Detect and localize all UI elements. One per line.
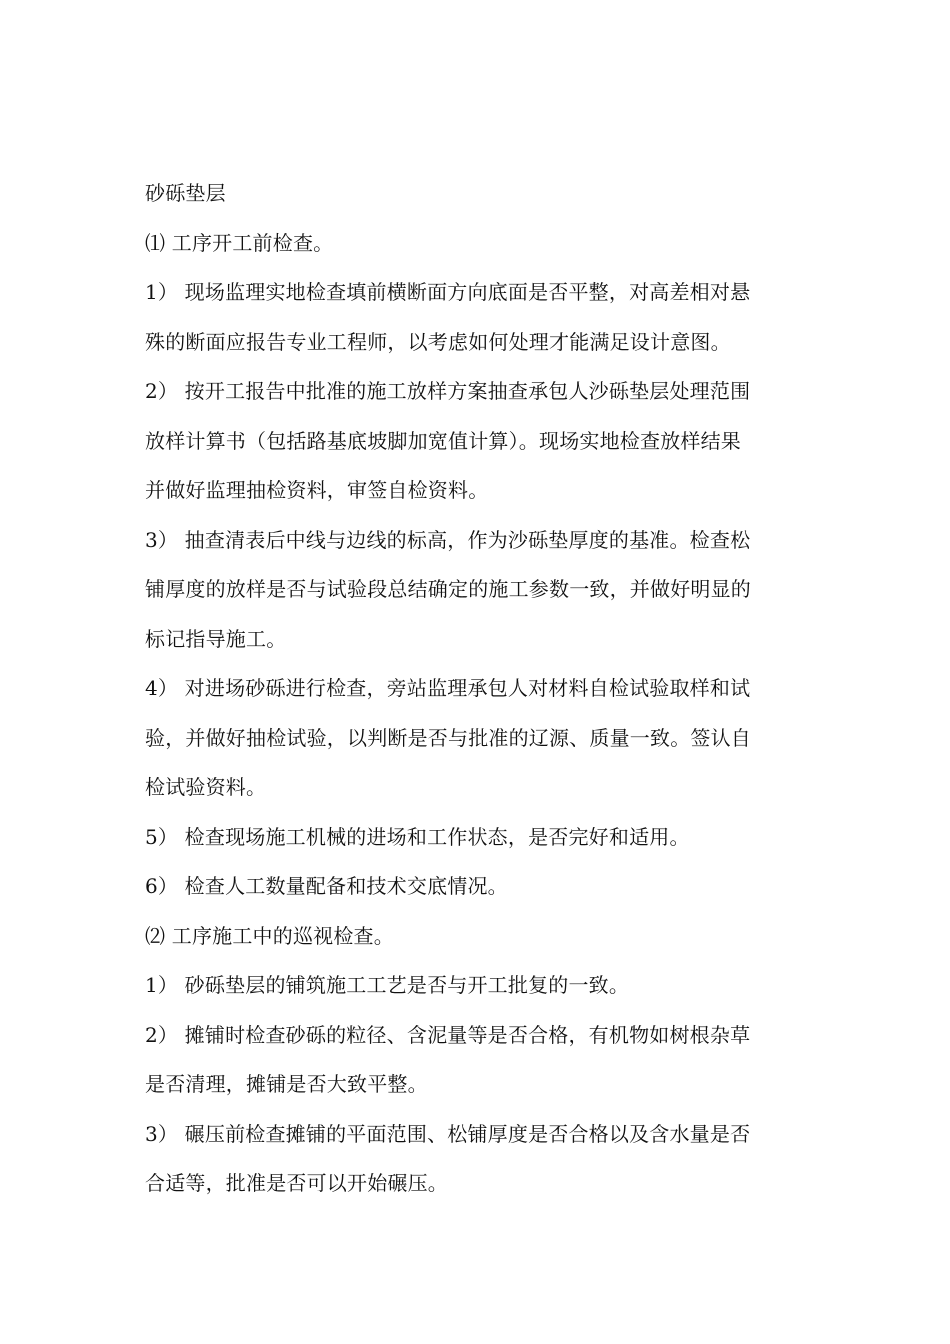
document-body xyxy=(145,169,807,1209)
section-title: 砂砾垫层 xyxy=(145,181,226,205)
paragraph-line: 殊的断面应报告专业工程师，以考虑如何处理才能满足设计意图。 xyxy=(145,329,731,354)
paragraph-line: 3） 抽查清表后中线与边线的标高，作为沙砾垫厚度的基准。检查松 xyxy=(145,527,751,552)
paragraph-line: 1） 砂砾垫层的铺筑施工工艺是否与开工批复的一致。 xyxy=(145,973,630,997)
paragraph-line: 6） 检查人工数量配备和技术交底情况。 xyxy=(145,874,508,898)
paragraph-line: 5） 检查现场施工机械的进场和工作状态，是否完好和适用。 xyxy=(145,824,690,849)
paragraph-line: 并做好监理抽检资料，审签自检资料。 xyxy=(145,478,489,502)
paragraph-line: 铺厚度的放样是否与试验段总结确定的施工参数一致，并做好明显的 xyxy=(145,577,751,601)
paragraph-line: 放样计算书（包括路基底坡脚加宽值计算）。现场实地检查放样结果 xyxy=(145,428,741,453)
subsection-heading-2: ⑵ 工序施工中的巡视检查。 xyxy=(145,923,394,948)
paragraph-line: 合适等，批准是否可以开始碾压。 xyxy=(145,1171,448,1195)
paragraph-line: 2） 按开工报告中批准的施工放样方案抽查承包人沙砾垫层处理范围 xyxy=(145,379,751,403)
paragraph-line: 标记指导施工。 xyxy=(145,626,287,651)
paragraph-line: 3） 碾压前检查摊铺的平面范围、松铺厚度是否合格以及含水量是否 xyxy=(145,1121,751,1146)
paragraph-line: 检试验资料。 xyxy=(145,775,267,799)
paragraph-line: 验，并做好抽检试验，以判断是否与批准的辽源、质量一致。签认自 xyxy=(145,725,751,750)
paragraph-line: 4） 对进场砂砾进行检查，旁站监理承包人对材料自检试验取样和试 xyxy=(145,676,751,700)
subsection-heading-1: ⑴ 工序开工前检查。 xyxy=(145,230,334,255)
paragraph-line: 是否清理，摊铺是否大致平整。 xyxy=(145,1072,428,1096)
paragraph-line: 2） 摊铺时检查砂砾的粒径、含泥量等是否合格，有机物如树根杂草 xyxy=(145,1022,751,1047)
paragraph-line: 1） 现场监理实地检查填前横断面方向底面是否平整，对高差相对悬 xyxy=(145,280,751,304)
